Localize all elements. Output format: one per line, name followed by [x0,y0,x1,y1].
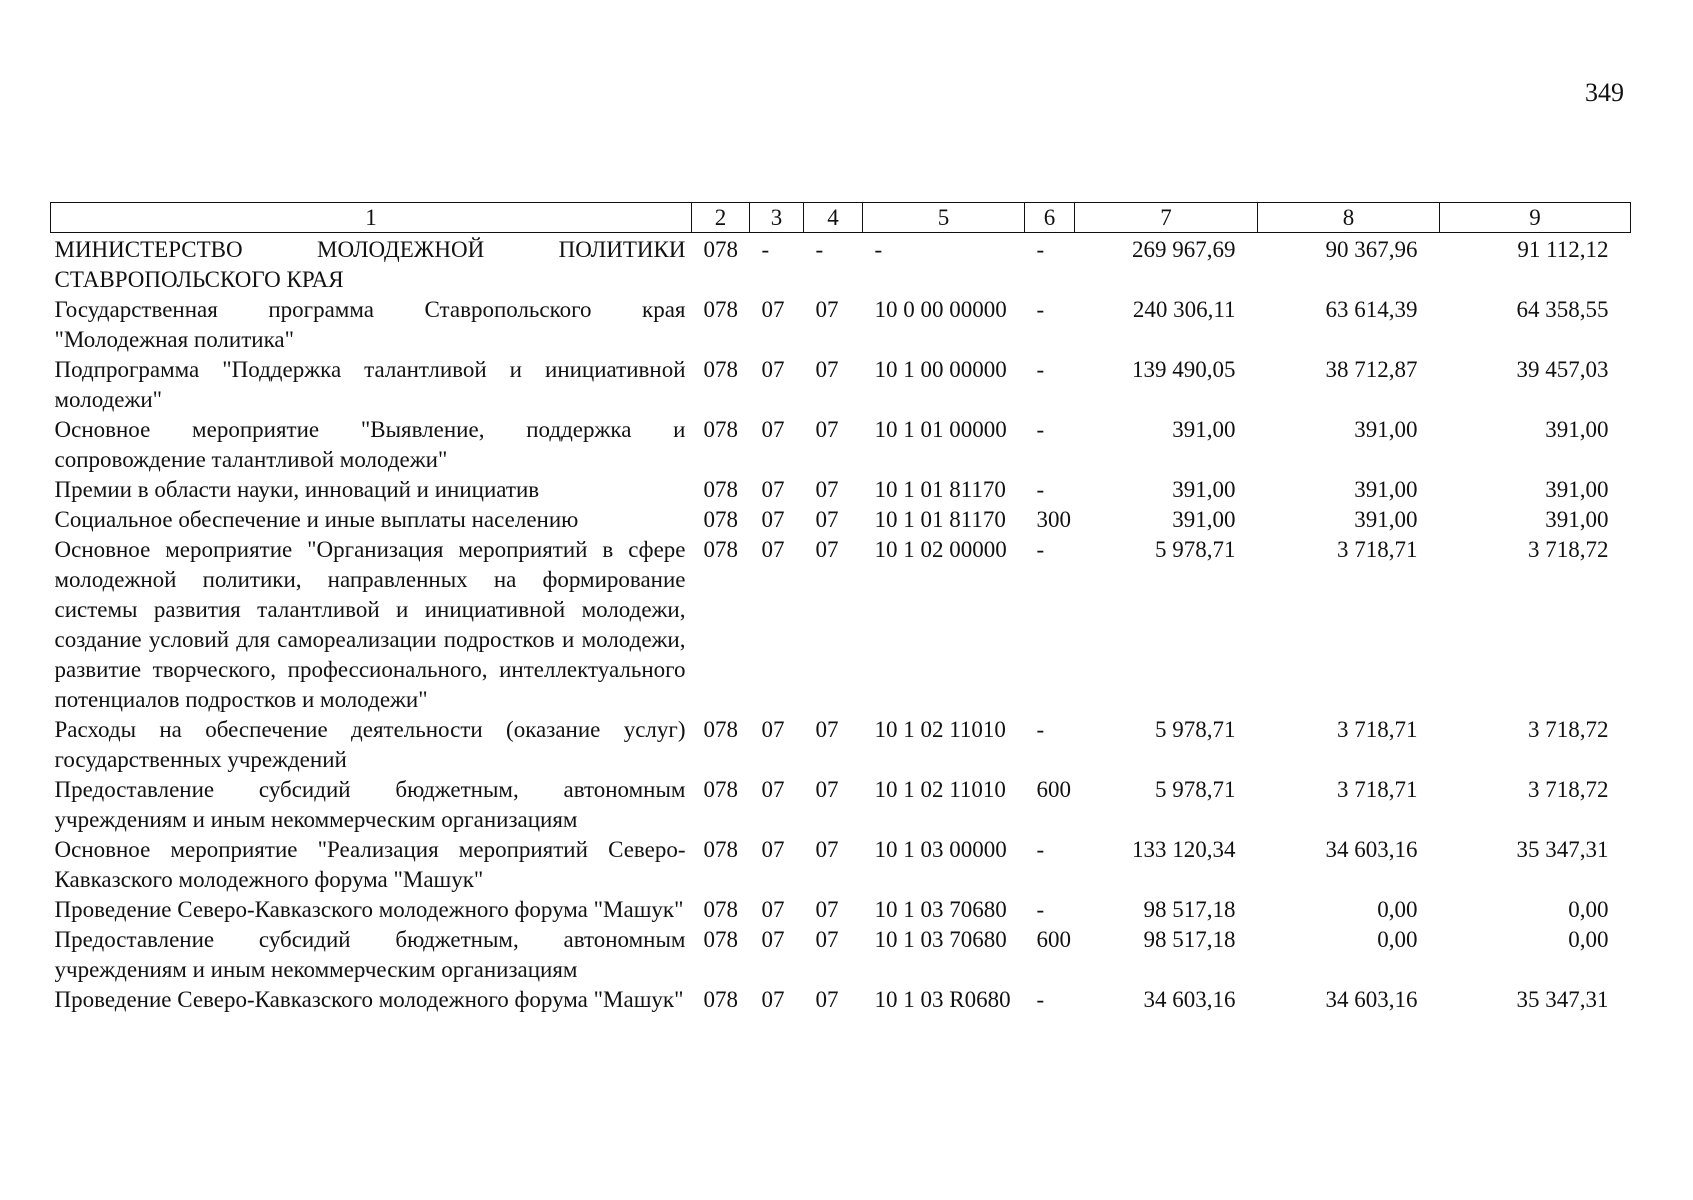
row-col3-cell: 07 [761,297,785,322]
row-col9-cell: 91 112,12 [1517,237,1609,262]
row-col9-cell: 35 347,31 [1516,987,1609,1012]
row-col7-cell: 34 603,16 [1143,987,1236,1012]
row-col2-cell: 078 [703,987,738,1012]
row-col8-cell: 63 614,39 [1325,297,1418,322]
row-col9-cell: 391,00 [1545,417,1609,442]
row-name-cell: Государственная программа Ставропольского края "Молодежная политика" [54,297,686,352]
row-col5-cell: 10 0 00 00000 [874,297,1007,322]
table-row [51,295,1631,355]
row-col6-cell: 600 [1036,927,1071,952]
row-col4-cell: 07 [815,777,839,802]
row-col4-cell: 07 [815,297,839,322]
row-col8-cell: 0,00 [1377,927,1418,952]
row-col8-cell: 391,00 [1354,417,1418,442]
row-col5-cell: - [874,237,883,262]
table-row [51,505,1631,535]
row-name-cell: Расходы на обеспечение деятельности (оказание услуг) государственных учреждений [54,717,686,772]
row-col3-cell: 07 [761,897,785,922]
header-cell-6: 6 [1025,203,1075,233]
row-col4-cell: 07 [815,987,839,1012]
row-col3-cell: 07 [761,837,785,862]
page-number: 349 [1585,78,1624,107]
header-cell-2: 2 [692,203,750,233]
row-col9-cell: 3 718,72 [1528,537,1609,562]
table-row [51,775,1631,835]
row-col9-cell: 64 358,55 [1516,297,1609,322]
row-col2-cell: 078 [703,237,738,262]
row-col6-cell: - [1036,837,1045,862]
row-col6-cell: - [1036,477,1045,502]
row-col7-cell: 269 967,69 [1132,237,1236,262]
table-row [51,715,1631,775]
row-col4-cell: 07 [815,897,839,922]
table-row [51,925,1631,985]
row-col8-cell: 3 718,71 [1337,537,1418,562]
header-cell-3: 3 [750,203,804,233]
row-col6-cell: - [1036,717,1045,742]
row-col4-cell: 07 [815,417,839,442]
row-col5-cell: 10 1 02 11010 [874,777,1006,802]
row-col6-cell: - [1036,987,1045,1012]
row-col5-cell: 10 1 03 00000 [874,837,1007,862]
row-col6-cell: - [1036,357,1045,382]
table-row [51,895,1631,925]
header-cell-9: 9 [1440,203,1631,233]
row-col4-cell: 07 [815,717,839,742]
row-col8-cell: 3 718,71 [1337,777,1418,802]
row-col9-cell: 0,00 [1568,927,1609,952]
row-name-cell: Предоставление субсидий бюджетным, автономным учреждениям и иным некоммерческим организациям [54,777,686,832]
header-row [51,203,1631,233]
row-col8-cell: 3 718,71 [1337,717,1418,742]
row-col3-cell: 07 [761,537,785,562]
row-col7-cell: 133 120,34 [1132,837,1236,862]
row-col7-cell: 391,00 [1172,417,1236,442]
row-col4-cell: 07 [815,537,839,562]
header-cell-5: 5 [863,203,1025,233]
table-row [51,535,1631,715]
budget-table [50,202,1631,1015]
row-name-cell: Подпрограмма "Поддержка талантливой и инициативной молодежи" [54,357,686,412]
row-col6-cell: - [1036,237,1045,262]
row-col3-cell: 07 [761,987,785,1012]
row-col8-cell: 391,00 [1354,477,1418,502]
row-col2-cell: 078 [703,357,738,382]
row-name-cell: Основное мероприятие "Выявление, поддержка и сопровождение талантливой молодежи" [54,417,686,472]
row-col7-cell: 139 490,05 [1132,357,1236,382]
table-header [51,203,1631,233]
header-cell-7: 7 [1075,203,1258,233]
row-col4-cell: 07 [815,507,839,532]
row-col9-cell: 391,00 [1545,477,1609,502]
row-name-cell: Предоставление субсидий бюджетным, автономным учреждениям и иным некоммерческим организациям [54,927,686,982]
row-col5-cell: 10 1 02 00000 [874,537,1007,562]
row-col5-cell: 10 1 03 R0680 [874,987,1011,1012]
table-body [51,233,1631,1016]
row-col8-cell: 90 367,96 [1325,237,1418,262]
row-name-cell: Премии в области науки, инноваций и инициатив [54,477,540,502]
row-col6-cell: - [1036,297,1045,322]
row-col5-cell: 10 1 01 00000 [874,417,1007,442]
row-col5-cell: 10 1 03 70680 [874,927,1007,952]
row-col8-cell: 34 603,16 [1325,987,1418,1012]
row-col9-cell: 0,00 [1568,897,1609,922]
row-col5-cell: 10 1 02 11010 [874,717,1006,742]
row-col2-cell: 078 [703,777,738,802]
row-col2-cell: 078 [703,537,738,562]
row-col9-cell: 39 457,03 [1516,357,1609,382]
row-name-cell: Основное мероприятие "Реализация мероприятий Северо-Кавказского молодежного форума "Машук" [54,837,686,892]
row-col3-cell: 07 [761,417,785,442]
row-col9-cell: 3 718,72 [1528,777,1609,802]
row-col7-cell: 5 978,71 [1155,537,1236,562]
row-col4-cell: 07 [815,837,839,862]
table-row [51,835,1631,895]
row-col8-cell: 391,00 [1354,507,1418,532]
row-col5-cell: 10 1 00 00000 [874,357,1007,382]
row-col9-cell: 3 718,72 [1528,717,1609,742]
table-row [51,355,1631,415]
row-col9-cell: 35 347,31 [1516,837,1609,862]
row-col6-cell: - [1036,417,1045,442]
row-col9-cell: 391,00 [1545,507,1609,532]
row-col4-cell: 07 [815,477,839,502]
row-col6-cell: - [1036,897,1045,922]
row-col7-cell: 5 978,71 [1155,777,1236,802]
row-name-cell: Проведение Северо-Кавказского молодежного форума "Машук" [54,897,684,922]
row-col5-cell: 10 1 01 81170 [874,477,1006,502]
row-col7-cell: 391,00 [1172,507,1236,532]
row-col2-cell: 078 [703,897,738,922]
row-col5-cell: 10 1 01 81170 [874,507,1006,532]
row-col4-cell: 07 [815,927,839,952]
row-col6-cell: 600 [1036,777,1071,802]
row-name-cell: Социальное обеспечение и иные выплаты населению [54,507,579,532]
row-col7-cell: 391,00 [1172,477,1236,502]
table-row [51,415,1631,475]
row-col3-cell: 07 [761,927,785,952]
row-col3-cell: 07 [761,477,785,502]
row-col4-cell: - [815,237,824,262]
row-col2-cell: 078 [703,477,738,502]
row-col3-cell: 07 [761,777,785,802]
row-col5-cell: 10 1 03 70680 [874,897,1007,922]
row-col7-cell: 98 517,18 [1143,897,1236,922]
row-col4-cell: 07 [815,357,839,382]
row-col2-cell: 078 [703,417,738,442]
row-col7-cell: 98 517,18 [1143,927,1236,952]
table-row [51,233,1631,296]
row-col7-cell: 5 978,71 [1155,717,1236,742]
row-col8-cell: 38 712,87 [1325,357,1418,382]
row-col3-cell: 07 [761,357,785,382]
row-name-cell: МИНИСТЕРСТВО МОЛОДЕЖНОЙ ПОЛИТИКИ СТАВРОПОЛЬСКОГО КРАЯ [54,237,686,292]
row-col2-cell: 078 [703,927,738,952]
row-col8-cell: 0,00 [1377,897,1418,922]
header-cell-8: 8 [1258,203,1440,233]
row-col2-cell: 078 [703,717,738,742]
header-cell-1: 1 [51,203,692,233]
row-col7-cell: 240 306,11 [1132,297,1236,322]
row-col3-cell: 07 [761,507,785,532]
row-col2-cell: 078 [703,297,738,322]
row-col6-cell: - [1036,537,1045,562]
table-row [51,475,1631,505]
row-col2-cell: 078 [703,837,738,862]
row-col3-cell: 07 [761,717,785,742]
row-col8-cell: 34 603,16 [1325,837,1418,862]
row-col3-cell: - [761,237,770,262]
row-name-cell: Основное мероприятие "Организация мероприятий в сфере молодежной политики, направленных на формирование системы развития талантливой и инициативной молодежи, создание условий для самореализации подростков и молодежи, развитие творческого, профессионального, интеллектуального потенциалов подростков и молодежи" [54,537,686,712]
header-cell-4: 4 [804,203,863,233]
row-name-cell: Проведение Северо-Кавказского молодежного форума "Машук" [54,987,684,1012]
table-row [51,985,1631,1015]
row-col2-cell: 078 [703,507,738,532]
row-col6-cell: 300 [1036,507,1071,532]
